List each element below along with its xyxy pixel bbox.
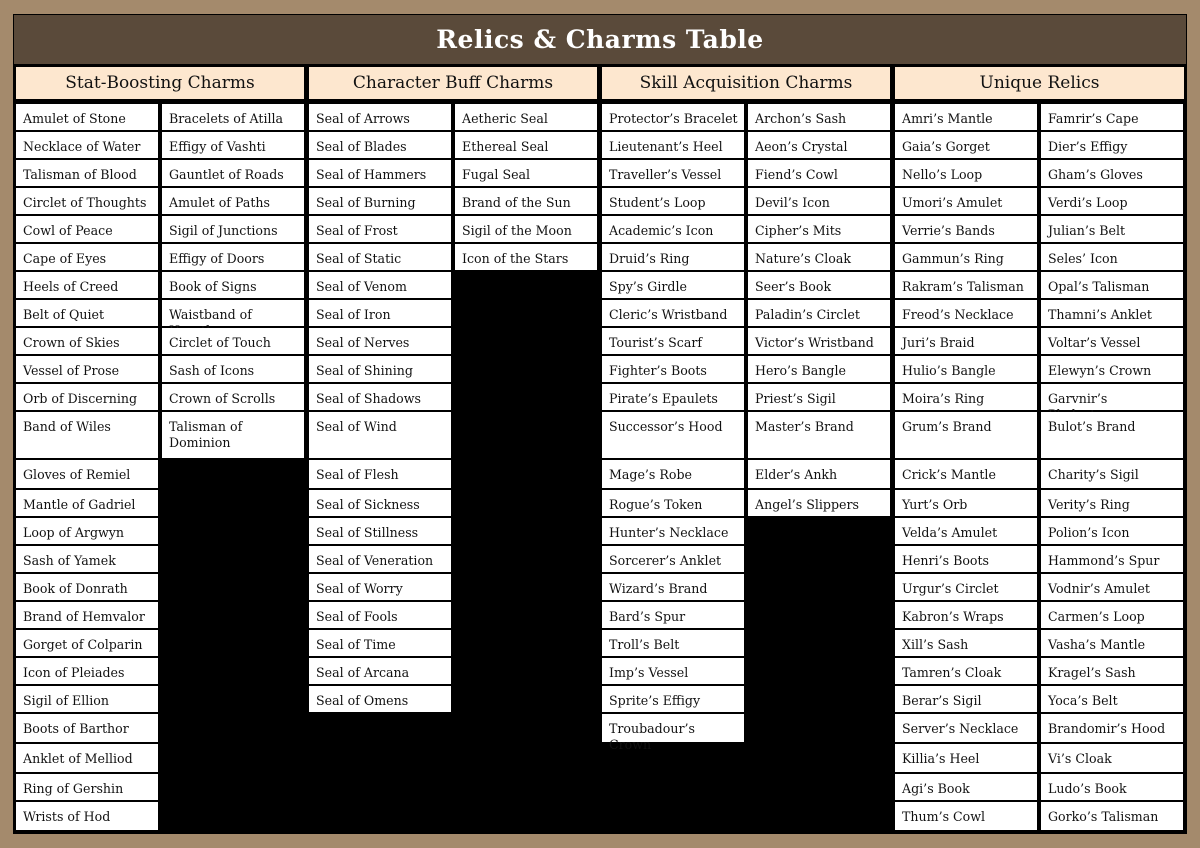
table-cell: Verrie’s Bands: [895, 216, 1037, 242]
table-cell: Dier’s Effigy: [1041, 132, 1183, 158]
column-heading-stat-boosting: Stat-Boosting Charms: [16, 67, 304, 99]
table-cell: Bard’s Spur: [602, 602, 744, 628]
table-cell: Juri’s Braid: [895, 328, 1037, 354]
table-cell: Gloves of Remiel: [16, 460, 158, 488]
table-cell: Brand of the Sun: [455, 188, 597, 214]
table-cell: Hero’s Bangle: [748, 356, 890, 382]
table-cell: Pirate’s Epaulets: [602, 384, 744, 410]
table-cell: Opal’s Talisman: [1041, 272, 1183, 298]
table-cell: Druid’s Ring: [602, 244, 744, 270]
table-cell: Sash of Yamek: [16, 546, 158, 572]
table-cell: Traveller’s Vessel: [602, 160, 744, 186]
table-cell: Cleric’s Wristband: [602, 300, 744, 326]
table-cell: Fugal Seal: [455, 160, 597, 186]
table-cell: Seal of Fools: [309, 602, 451, 628]
table-cell: Sigil of Junctions: [162, 216, 304, 242]
table-cell: Server’s Necklace: [895, 714, 1037, 742]
table-cell: Devil’s Icon: [748, 188, 890, 214]
table-cell: Freod’s Necklace: [895, 300, 1037, 326]
table-cell: Velda’s Amulet: [895, 518, 1037, 544]
table-cell: Umori’s Amulet: [895, 188, 1037, 214]
table-cell: Seal of Worry: [309, 574, 451, 600]
table-cell: Student’s Loop: [602, 188, 744, 214]
table-cell: Vodnir’s Amulet: [1041, 574, 1183, 600]
table-cell: Seal of Burning: [309, 188, 451, 214]
table-cell: Master’s Brand: [748, 412, 890, 458]
table-cell: Agi’s Book: [895, 774, 1037, 800]
table-cell: Seal of Stillness: [309, 518, 451, 544]
column-heading-unique-relics: Unique Relics: [895, 67, 1184, 99]
table-cell: Paladin’s Circlet: [748, 300, 890, 326]
table-cell: Crown of Scrolls: [162, 384, 304, 410]
table-cell: Vessel of Prose: [16, 356, 158, 382]
table-cell: Seal of Frost: [309, 216, 451, 242]
table-cell: Priest’s Sigil: [748, 384, 890, 410]
table-cell: Brandomir’s Hood: [1041, 714, 1183, 742]
table-cell: Cowl of Peace: [16, 216, 158, 242]
table-cell: Seles’ Icon: [1041, 244, 1183, 270]
table-cell: Polion’s Icon: [1041, 518, 1183, 544]
table-cell: Successor’s Hood: [602, 412, 744, 458]
table-cell: Famrir’s Cape: [1041, 104, 1183, 130]
table-cell: Berar’s Sigil: [895, 686, 1037, 712]
table-cell: Kragel’s Sash: [1041, 658, 1183, 684]
table-cell: Cape of Eyes: [16, 244, 158, 270]
table-cell: Seal of Arrows: [309, 104, 451, 130]
table-cell: Sigil of Ellion: [16, 686, 158, 712]
table-cell: Fighter’s Boots: [602, 356, 744, 382]
table-cell: Gaia’s Gorget: [895, 132, 1037, 158]
table-cell: Effigy of Doors: [162, 244, 304, 270]
table-cell: Moira’s Ring: [895, 384, 1037, 410]
table-cell: Seal of Static: [309, 244, 451, 270]
table-cell: Heels of Creed: [16, 272, 158, 298]
table-cell: Julian’s Belt: [1041, 216, 1183, 242]
table-cell: Circlet of Touch: [162, 328, 304, 354]
table-cell: Icon of Pleiades: [16, 658, 158, 684]
table-cell: Seal of Sickness: [309, 490, 451, 516]
table-cell: Nello’s Loop: [895, 160, 1037, 186]
table-cell: Nature’s Cloak: [748, 244, 890, 270]
table-cell: Troubadour’s Crown: [602, 714, 744, 742]
table-cell: Yoca’s Belt: [1041, 686, 1183, 712]
table-cell: Hunter’s Necklace: [602, 518, 744, 544]
table-cell: Gorko’s Talisman: [1041, 802, 1183, 830]
table-cell: Fiend’s Cowl: [748, 160, 890, 186]
table-cell: Cipher’s Mits: [748, 216, 890, 242]
table-cell: Seal of Iron: [309, 300, 451, 326]
table-cell: Thum’s Cowl: [895, 802, 1037, 830]
table-cell: Seal of Hammers: [309, 160, 451, 186]
table-cell: Vasha’s Mantle: [1041, 630, 1183, 656]
table-cell: Lieutenant’s Heel: [602, 132, 744, 158]
table-cell: Effigy of Vashti: [162, 132, 304, 158]
table-cell: Rogue’s Token: [602, 490, 744, 516]
table-cell: Garvnir’s: [1041, 384, 1183, 410]
table-cell: Crown of Skies: [16, 328, 158, 354]
table-cell: Seal of Veneration: [309, 546, 451, 572]
table-title: Relics & Charms Table: [14, 15, 1186, 64]
table-cell: Grum’s Brand: [895, 412, 1037, 458]
table-cell: Ring of Gershin: [16, 774, 158, 800]
table-cell: Xill’s Sash: [895, 630, 1037, 656]
table-cell: Academic’s Icon: [602, 216, 744, 242]
table-cell: Gauntlet of Roads: [162, 160, 304, 186]
table-cell: Hulio’s Bangle: [895, 356, 1037, 382]
table-cell: Book of Signs: [162, 272, 304, 298]
table-cell: Seal of Time: [309, 630, 451, 656]
table-cell: Talisman of Dominion: [162, 412, 304, 458]
table-cell: Amulet of Stone: [16, 104, 158, 130]
table-cell: Sigil of the Moon: [455, 216, 597, 242]
table-cell: Victor’s Wristband: [748, 328, 890, 354]
table-cell: Hammond’s Spur: [1041, 546, 1183, 572]
table-cell: Mantle of Gadriel: [16, 490, 158, 516]
table-cell: Icon of the Stars: [455, 244, 597, 270]
table-cell: Kabron’s Wraps: [895, 602, 1037, 628]
table-cell: Seal of Shining: [309, 356, 451, 382]
table-cell: Book of Donrath: [16, 574, 158, 600]
table-cell: Mage’s Robe: [602, 460, 744, 488]
column-heading-skill-acquisition: Skill Acquisition Charms: [602, 67, 890, 99]
table-cell: Tourist’s Scarf: [602, 328, 744, 354]
table-cell: Aeon’s Crystal: [748, 132, 890, 158]
table-cell: Protector’s Bracelet: [602, 104, 744, 130]
table-cell: Gorget of Colparin: [16, 630, 158, 656]
table-cell: Carmen’s Loop: [1041, 602, 1183, 628]
table-cell: Seal of Venom: [309, 272, 451, 298]
table-cell: Belt of Quiet: [16, 300, 158, 326]
table-cell: Ludo’s Book: [1041, 774, 1183, 800]
table-cell: Seal of Omens: [309, 686, 451, 712]
table-cell: Ethereal Seal: [455, 132, 597, 158]
table-cell: Seal of Arcana: [309, 658, 451, 684]
table-cell: Sprite’s Effigy: [602, 686, 744, 712]
table-cell: Bracelets of Atilla: [162, 104, 304, 130]
table-cell: Seal of Nerves: [309, 328, 451, 354]
table-cell: Henri’s Boots: [895, 546, 1037, 572]
table-cell: Waistband of: [162, 300, 304, 326]
table-cell: Charity’s Sigil: [1041, 460, 1183, 488]
table-cell: Wizard’s Brand: [602, 574, 744, 600]
table-cell: Urgur’s Circlet: [895, 574, 1037, 600]
table-cell: Rakram’s Talisman: [895, 272, 1037, 298]
table-cell: Seal of Wind: [309, 412, 451, 458]
table-cell: Elder’s Ankh: [748, 460, 890, 488]
table-cell: Archon’s Sash: [748, 104, 890, 130]
table-cell: Verity’s Ring: [1041, 490, 1183, 516]
table-cell: Boots of Barthor: [16, 714, 158, 742]
table-cell: Imp’s Vessel: [602, 658, 744, 684]
table-cell: Sorcerer’s Anklet: [602, 546, 744, 572]
table-cell: Yurt’s Orb: [895, 490, 1037, 516]
table-cell: Seal of Shadows: [309, 384, 451, 410]
table-cell: Elewyn’s Crown: [1041, 356, 1183, 382]
table-cell: Spy’s Girdle: [602, 272, 744, 298]
table-cell: Angel’s Slippers: [748, 490, 890, 516]
table-cell: Tamren’s Cloak: [895, 658, 1037, 684]
table-cell: Troll’s Belt: [602, 630, 744, 656]
table-cell: Amulet of Paths: [162, 188, 304, 214]
table-cell: Seal of Blades: [309, 132, 451, 158]
table-cell: Seer’s Book: [748, 272, 890, 298]
table-cell: Voltar’s Vessel: [1041, 328, 1183, 354]
table-cell: Crick’s Mantle: [895, 460, 1037, 488]
table-cell: Vi’s Cloak: [1041, 744, 1183, 772]
column-heading-character-buff: Character Buff Charms: [309, 67, 597, 99]
table-cell: Band of Wiles: [16, 412, 158, 458]
table-cell: Seal of Flesh: [309, 460, 451, 488]
table-cell: Sash of Icons: [162, 356, 304, 382]
table-cell: Verdi’s Loop: [1041, 188, 1183, 214]
table-cell: Bulot’s Brand: [1041, 412, 1183, 458]
table-cell: Aetheric Seal: [455, 104, 597, 130]
table-cell: Killia’s Heel: [895, 744, 1037, 772]
table-cell: Anklet of Melliod: [16, 744, 158, 772]
table-cell: Talisman of Blood: [16, 160, 158, 186]
table-cell: Gammun’s Ring: [895, 244, 1037, 270]
table-cell: Necklace of Water: [16, 132, 158, 158]
table-cell: Circlet of Thoughts: [16, 188, 158, 214]
table-cell: Orb of Discerning: [16, 384, 158, 410]
table-cell: Thamni’s Anklet: [1041, 300, 1183, 326]
table-cell: Amri’s Mantle: [895, 104, 1037, 130]
table-cell: Gham’s Gloves: [1041, 160, 1183, 186]
table-cell: Wrists of Hod: [16, 802, 158, 830]
table-cell: Brand of Hemvalor: [16, 602, 158, 628]
table-cell: Loop of Argwyn: [16, 518, 158, 544]
